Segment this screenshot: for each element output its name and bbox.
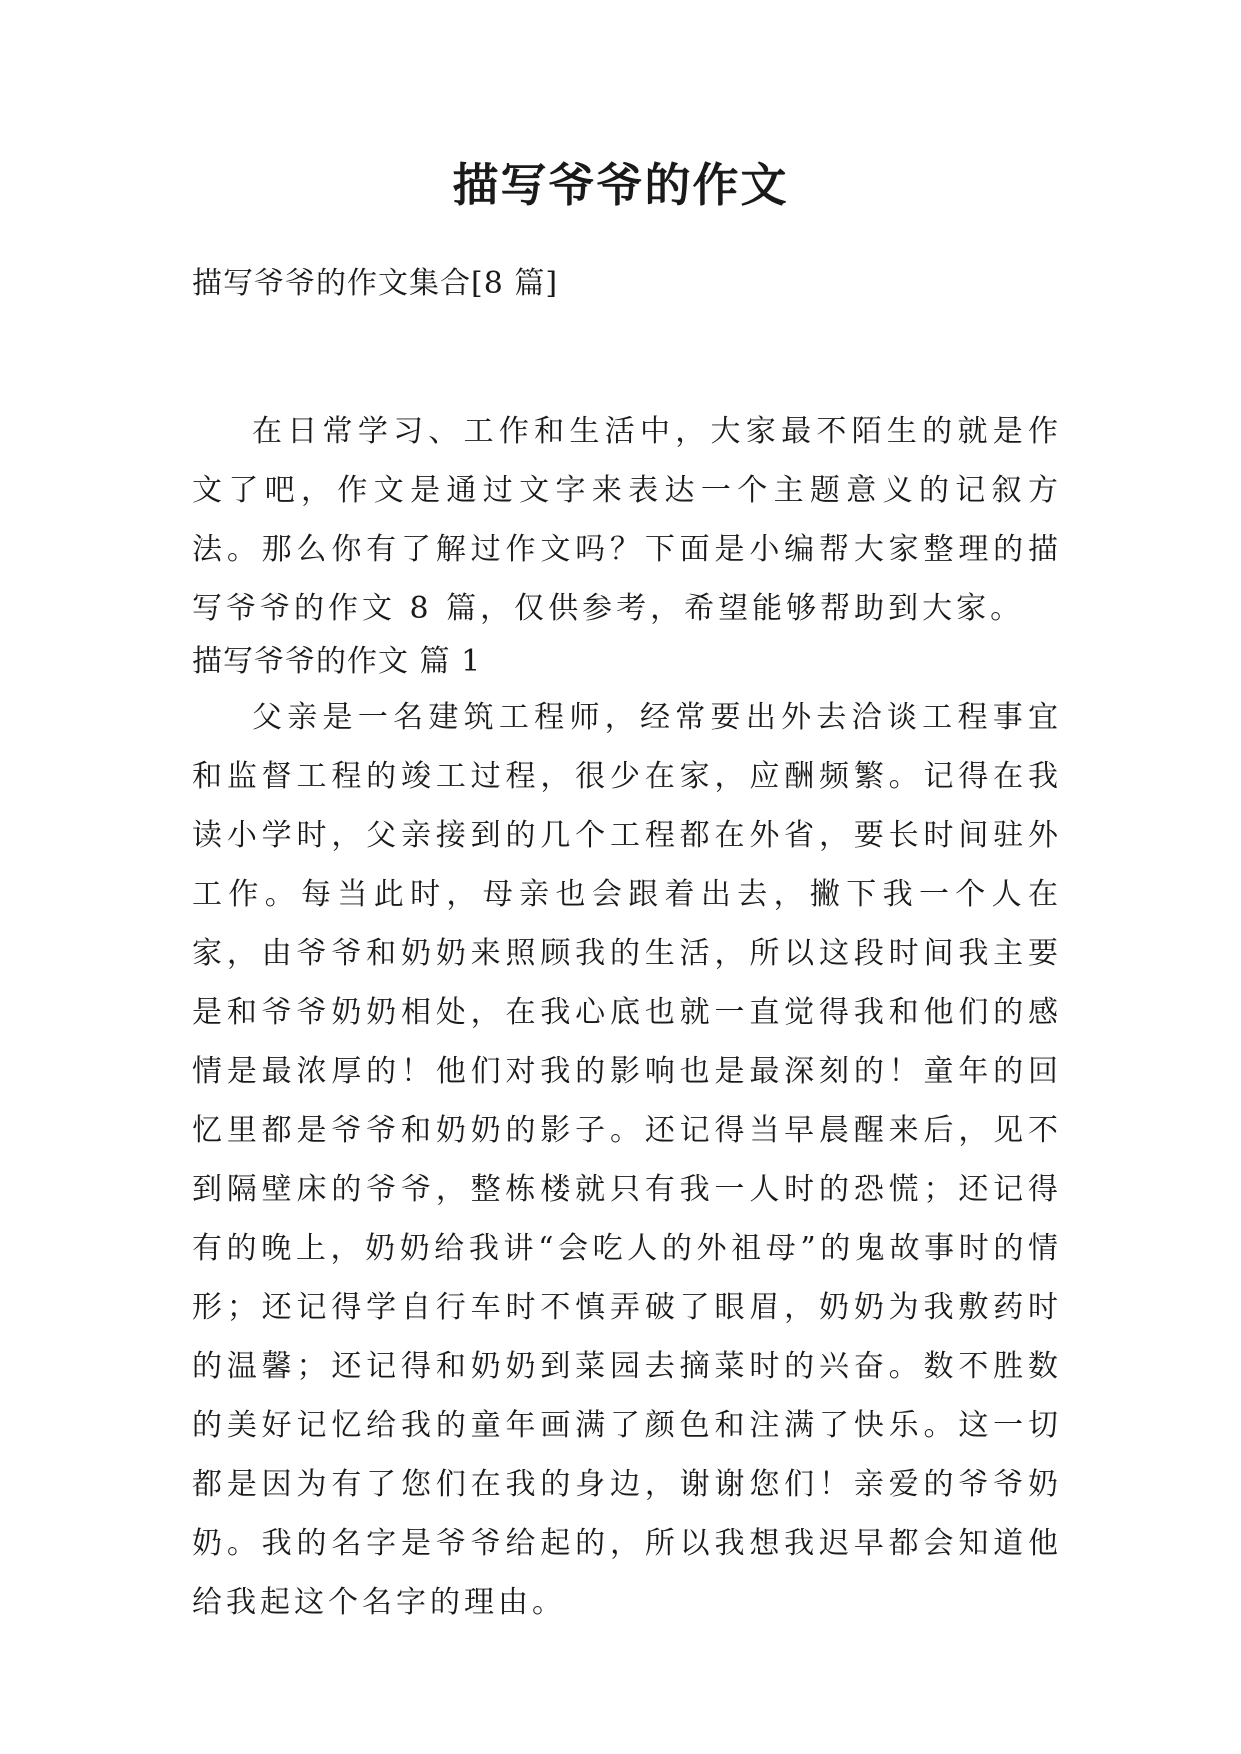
intro-paragraph: 在日常学习、工作和生活中，大家最不陌生的就是作文了吧，作文是通过文字来表达一个主题意义的记叙方法。那么你有了解过作文吗？下面是小编帮大家整理的描写爷爷的作文 8 篇，仅供参考，希望能够帮助到大家。 (192, 414, 1062, 626)
section-heading: 描写爷爷的作文 篇 1 (192, 644, 482, 679)
document-title: 描写爷爷的作文 (452, 158, 789, 212)
essay-paragraph: 父亲是一名建筑工程师，经常要出外去洽谈工程事宜和监督工程的竣工过程，很少在家，应酬频繁。记得在我读小学时，父亲接到的几个工程都在外省，要长时间驻外工作。每当此时，母亲也会跟着出去，撇下我一个人在家，由爷爷和奶奶来照顾我的生活，所以这段时间我主要是和爷爷奶奶相处，在我心底也就一直觉得我和他们的感情是最浓厚的！他们对我的影响也是最深刻的！童年的回忆里都是爷爷和奶奶的影子。还记得当早晨醒来后，见不到隔壁床的爷爷，整栋楼就只有我一人时的恐慌；还记得有的晚上，奶奶给我讲“会吃人的外祖母”的鬼故事时的情形；还记得学自行车时不慎弄破了眼眉，奶奶为我敷药时的温馨；还记得和奶奶到菜园去摘菜时的兴奋。数不胜数的美好记忆给我的童年画满了颜色和注满了快乐。这一切都是因为有了您们在我的身边，谢谢您们！亲爱的爷爷奶奶。我的名字是爷爷给起的，所以我想我迟早都会知道他给我起这个名字的理由。 (192, 700, 1062, 1620)
document-subtitle: 描写爷爷的作文集合[8 篇] (192, 266, 559, 301)
